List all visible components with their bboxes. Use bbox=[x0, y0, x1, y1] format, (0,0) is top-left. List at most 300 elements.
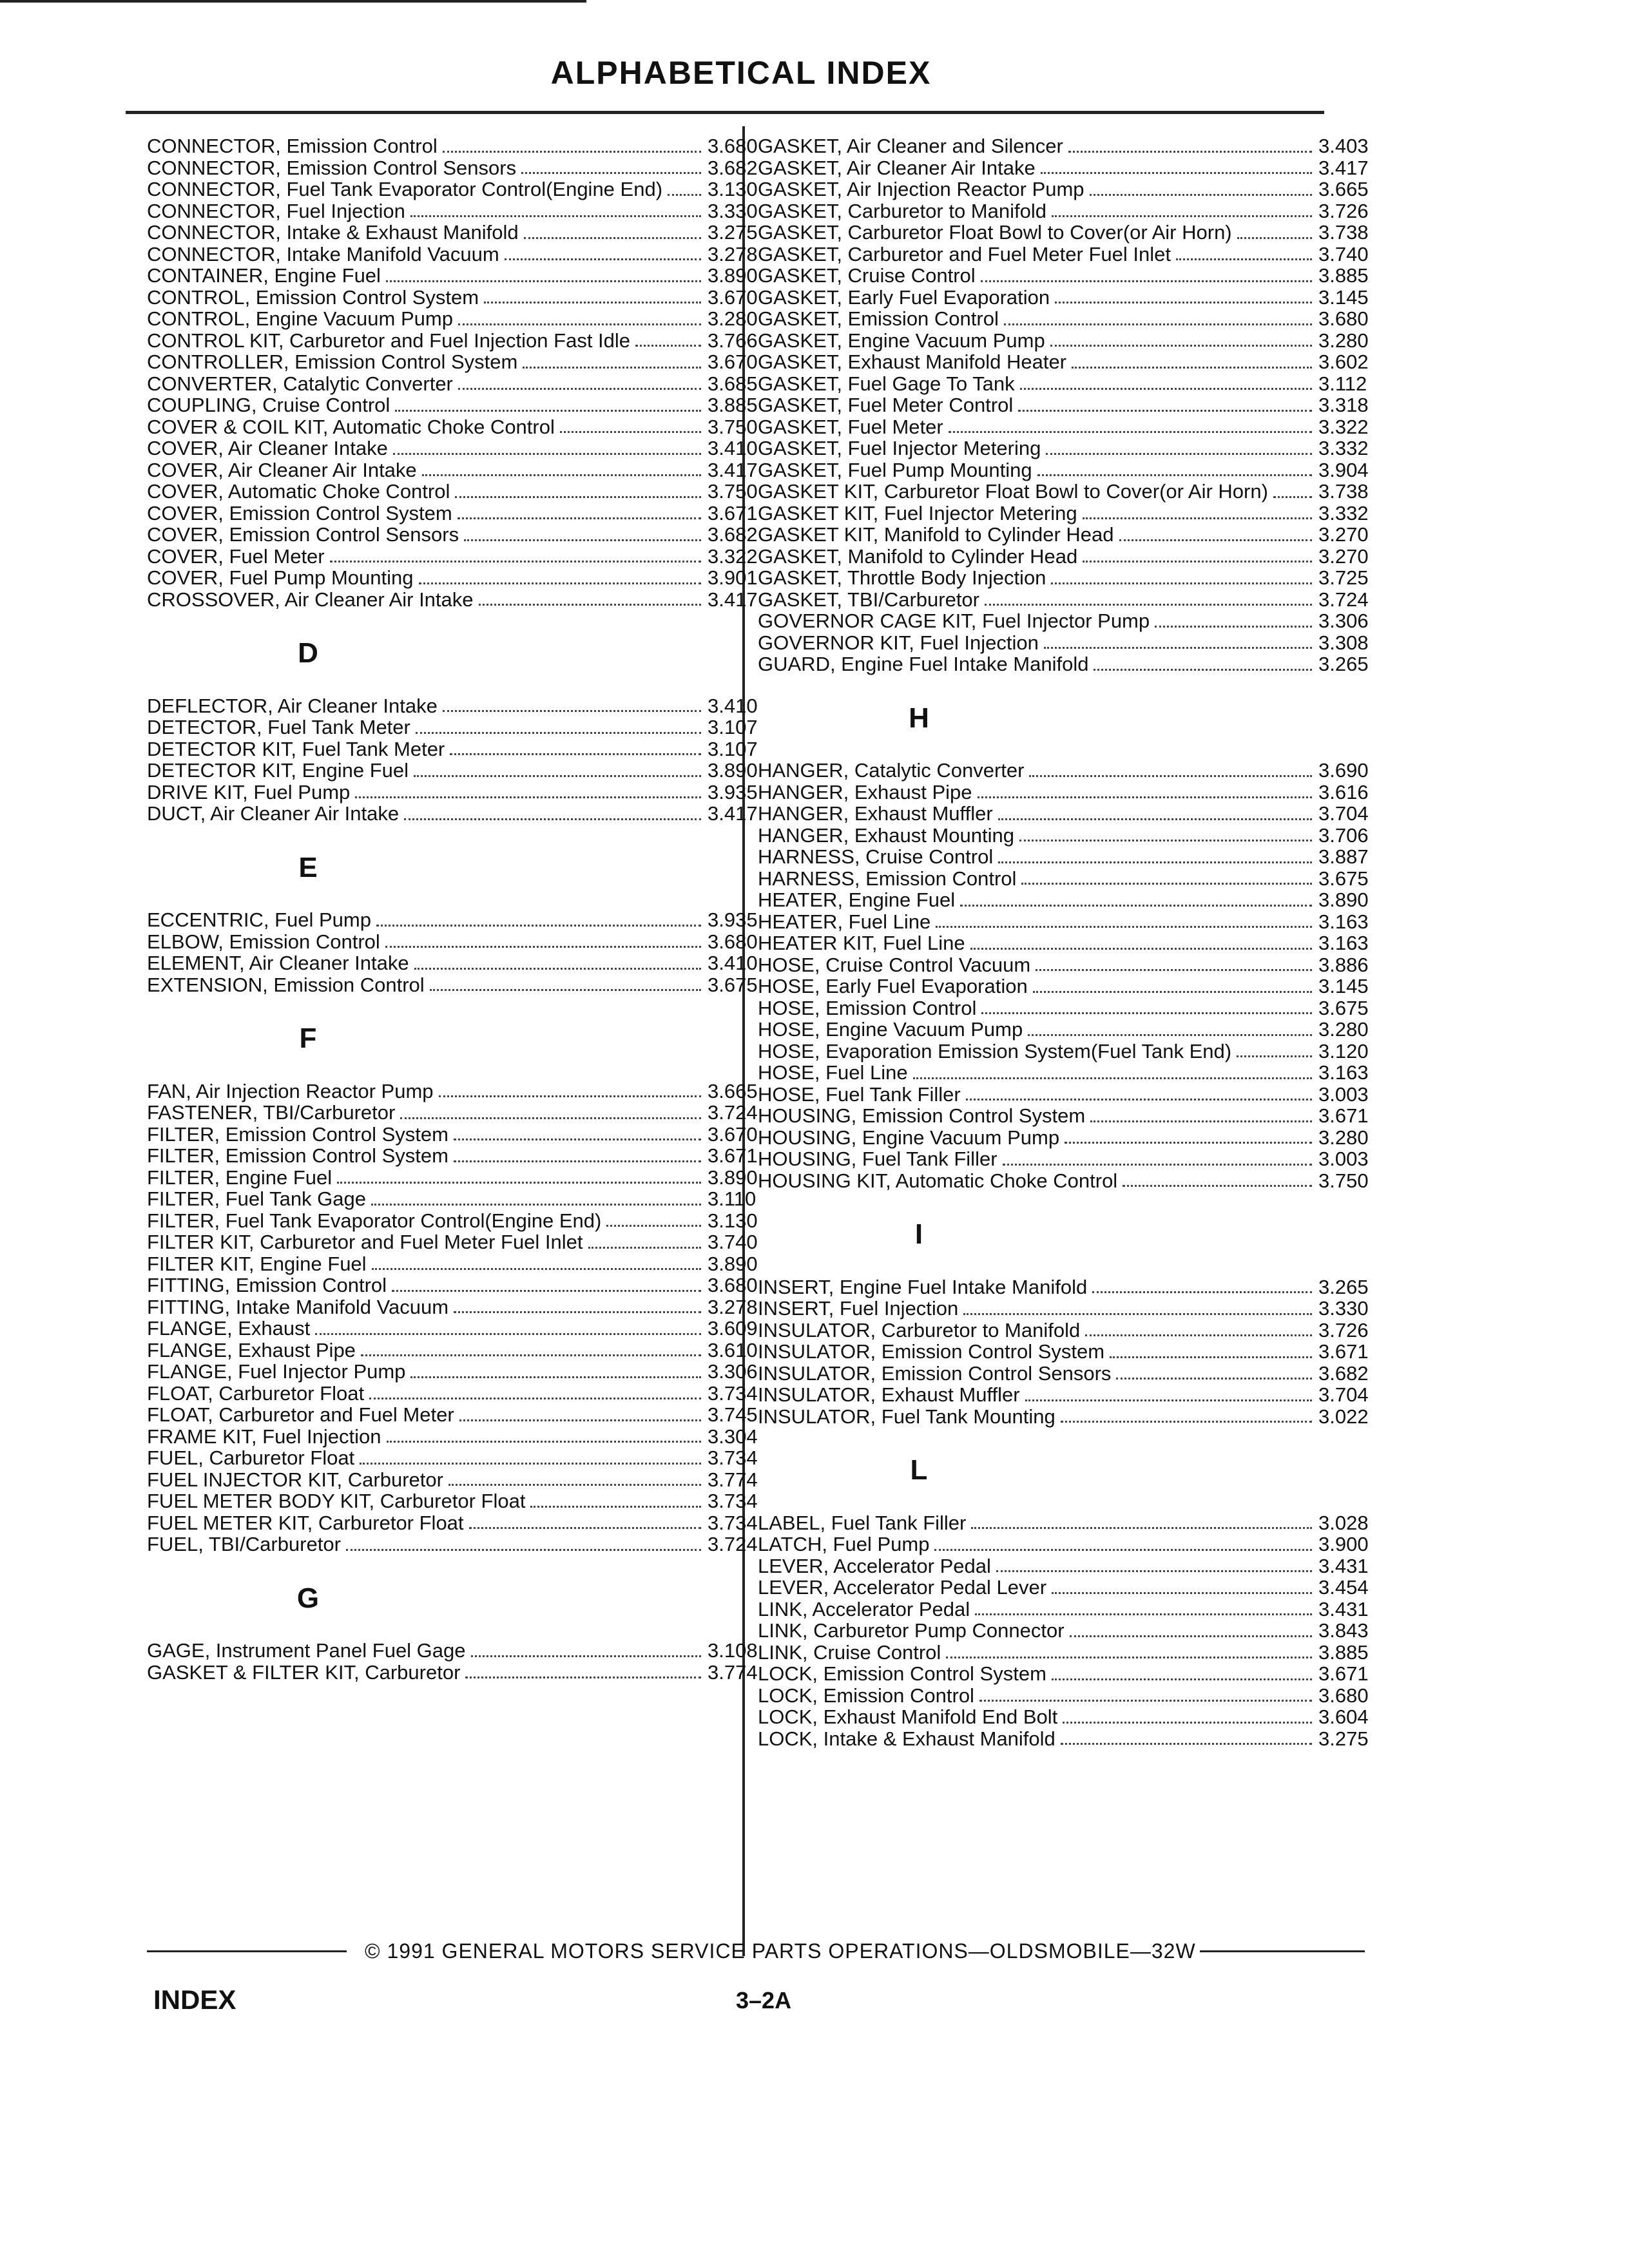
index-entry-text bbox=[147, 1231, 708, 1253]
index-entry-text bbox=[758, 416, 1318, 438]
index-entry-text bbox=[758, 157, 1318, 179]
index-entry bbox=[147, 503, 766, 524]
dot-leader bbox=[1052, 1678, 1312, 1680]
index-entry-text bbox=[758, 1105, 1318, 1127]
dot-leader bbox=[1044, 647, 1312, 649]
index-entry bbox=[758, 782, 1376, 803]
index-entry-text bbox=[147, 308, 708, 330]
index-entry bbox=[758, 1663, 1376, 1685]
index-entry-code: 3.322 bbox=[1318, 415, 1369, 438]
index-entry-code: 3.403 bbox=[1318, 135, 1369, 157]
index-entry-label: HOSE, Fuel Tank Filler bbox=[758, 1082, 961, 1106]
dot-leader bbox=[1110, 1356, 1312, 1358]
index-entry-code: 3.740 bbox=[1318, 242, 1369, 265]
index-entry bbox=[147, 1662, 766, 1684]
index-entry bbox=[758, 889, 1376, 911]
index-entry-text bbox=[758, 760, 1318, 782]
index-entry-text bbox=[147, 351, 708, 373]
index-entry-label: ELBOW, Emission Control bbox=[147, 930, 380, 953]
index-entry-label: HOSE, Evaporation Emission System(Fuel Tank End) bbox=[758, 1039, 1232, 1062]
dot-leader bbox=[949, 431, 1312, 433]
index-entry-code: 3.107 bbox=[708, 716, 758, 738]
index-entry-label: COVER, Fuel Pump Mounting bbox=[147, 566, 414, 589]
index-entry-label: GASKET, Manifold to Cylinder Head bbox=[758, 544, 1078, 568]
index-entry bbox=[147, 1145, 766, 1167]
index-entry-code: 3.706 bbox=[1318, 823, 1369, 847]
index-entry-label: HANGER, Exhaust Muffler bbox=[758, 802, 993, 825]
index-entry bbox=[758, 373, 1376, 395]
index-entry-text bbox=[147, 1318, 708, 1340]
index-entry-label: HOUSING KIT, Automatic Choke Control bbox=[758, 1169, 1118, 1192]
index-entry-code: 3.734 bbox=[708, 1511, 758, 1534]
index-entry-label: HEATER, Fuel Line bbox=[758, 910, 931, 933]
dot-leader bbox=[1052, 1592, 1312, 1594]
dot-leader bbox=[1051, 582, 1312, 584]
index-entry-label: DRIVE KIT, Fuel Pump bbox=[147, 780, 351, 803]
dot-leader bbox=[458, 323, 701, 325]
dot-leader bbox=[1085, 1334, 1312, 1336]
index-entry bbox=[758, 287, 1376, 309]
dot-leader bbox=[469, 1527, 701, 1529]
index-entry-text bbox=[147, 1296, 708, 1318]
index-entry-label: LEVER, Accelerator Pedal Lever bbox=[758, 1576, 1047, 1599]
index-entry-text bbox=[758, 135, 1318, 157]
index-entry bbox=[758, 394, 1376, 416]
section-letter: E bbox=[298, 851, 318, 883]
index-entry-label: LATCH, Fuel Pump bbox=[758, 1533, 930, 1555]
index-entry-label: HANGER, Exhaust Pipe bbox=[758, 780, 972, 803]
index-entry bbox=[758, 1706, 1376, 1728]
index-entry-label: CONTROL, Engine Vacuum Pump bbox=[147, 307, 453, 330]
index-entry-text bbox=[758, 1663, 1318, 1685]
index-entry-label: CONNECTOR, Fuel Tank Evaporator Control(Engine End) bbox=[147, 178, 663, 200]
dot-leader bbox=[978, 796, 1312, 798]
dot-leader bbox=[443, 151, 701, 153]
index-entry-text bbox=[758, 803, 1318, 825]
index-entry-label: GASKET, Carburetor and Fuel Meter Fuel Inlet bbox=[758, 242, 1171, 265]
index-entry-text bbox=[147, 287, 708, 309]
index-entry-label: COVER, Automatic Choke Control bbox=[147, 480, 450, 503]
dot-leader bbox=[981, 280, 1312, 282]
dot-leader bbox=[979, 1700, 1312, 1702]
section-letter: L bbox=[910, 1454, 928, 1486]
index-entry-text bbox=[758, 265, 1318, 287]
footer-rule-left bbox=[147, 1950, 347, 1952]
index-entry bbox=[147, 546, 766, 568]
index-entry-code: 3.726 bbox=[1318, 199, 1369, 222]
dot-leader bbox=[471, 1655, 701, 1657]
index-entry-text bbox=[758, 1127, 1318, 1149]
index-entry bbox=[758, 157, 1376, 179]
index-entry-code: 3.738 bbox=[1318, 480, 1369, 503]
index-entry bbox=[147, 1296, 766, 1318]
dot-leader bbox=[1055, 302, 1312, 303]
index-entry bbox=[758, 244, 1376, 265]
dot-leader bbox=[484, 302, 701, 303]
index-entry-text bbox=[758, 503, 1318, 524]
index-entry-text bbox=[758, 1298, 1318, 1320]
index-entry-label: INSULATOR, Fuel Tank Mounting bbox=[758, 1405, 1055, 1428]
index-entry bbox=[758, 1276, 1376, 1298]
index-entry-code: 3.750 bbox=[1318, 1169, 1369, 1192]
index-entry-code: 3.130 bbox=[708, 178, 758, 200]
left-index-column bbox=[147, 135, 766, 1683]
index-entry-text bbox=[147, 1340, 708, 1361]
index-entry-label: INSERT, Fuel Injection bbox=[758, 1297, 959, 1320]
index-entry-text bbox=[758, 1406, 1318, 1428]
index-entry-text bbox=[147, 1404, 708, 1426]
index-entry-text bbox=[147, 222, 708, 244]
index-entry-code: 3.280 bbox=[1318, 1018, 1369, 1041]
index-entry-label: FITTING, Intake Manifold Vacuum bbox=[147, 1295, 449, 1318]
index-entry-text bbox=[147, 1469, 708, 1491]
index-entry-label: FUEL METER BODY KIT, Carburetor Float bbox=[147, 1490, 526, 1512]
index-entry-code: 3.431 bbox=[1318, 1554, 1369, 1577]
index-entry-label: GASKET, Fuel Gage To Tank bbox=[758, 372, 1015, 395]
footer-page-number: 3–2A bbox=[736, 1987, 792, 2013]
dot-leader bbox=[1090, 194, 1312, 196]
dot-leader bbox=[530, 1506, 701, 1508]
index-entry-label: CONNECTOR, Emission Control Sensors bbox=[147, 156, 517, 179]
dot-leader bbox=[1018, 410, 1312, 412]
dot-leader bbox=[1116, 1378, 1312, 1379]
dot-leader bbox=[430, 989, 701, 991]
index-entry-label: CONNECTOR, Emission Control bbox=[147, 135, 438, 157]
index-entry-label: COVER, Emission Control Sensors bbox=[147, 523, 459, 546]
index-entry-text bbox=[147, 1081, 708, 1102]
index-entry-label: DEFLECTOR, Air Cleaner Intake bbox=[147, 694, 438, 717]
index-entry-text bbox=[147, 760, 708, 782]
index-entry-text bbox=[758, 287, 1318, 309]
index-entry-label: GOVERNOR KIT, Fuel Injection bbox=[758, 631, 1039, 654]
index-entry-text bbox=[758, 1384, 1318, 1406]
index-entry-text bbox=[758, 437, 1318, 459]
index-entry bbox=[147, 200, 766, 222]
dot-leader bbox=[465, 1677, 701, 1678]
index-entry bbox=[758, 222, 1376, 244]
index-entry-text bbox=[758, 546, 1318, 568]
index-entry bbox=[758, 1062, 1376, 1084]
index-entry-label: GASKET, Fuel Meter Control bbox=[758, 394, 1014, 416]
index-entry-code: 3.724 bbox=[1318, 588, 1369, 611]
index-entry bbox=[758, 524, 1376, 546]
index-entry-code: 3.163 bbox=[1318, 1061, 1369, 1084]
index-entry-text bbox=[758, 244, 1318, 265]
index-entry bbox=[147, 589, 766, 611]
index-entry-text bbox=[758, 1533, 1318, 1555]
index-entry-code: 3.890 bbox=[708, 759, 758, 782]
index-entry-code: 3.665 bbox=[708, 1079, 758, 1102]
index-entry-label: DETECTOR KIT, Fuel Tank Meter bbox=[147, 737, 445, 760]
index-entry-label: HARNESS, Emission Control bbox=[758, 867, 1017, 890]
footer-copyright: © 1991 GENERAL MOTORS SERVICE PARTS OPERATIONS—OLDSMOBILE—32W bbox=[365, 1939, 1196, 1963]
index-entry bbox=[147, 760, 766, 782]
index-entry bbox=[147, 1081, 766, 1102]
dot-leader bbox=[1052, 215, 1312, 217]
dot-leader bbox=[606, 1225, 701, 1227]
index-entry-code: 3.108 bbox=[708, 1639, 758, 1662]
dot-leader bbox=[1083, 561, 1312, 562]
dot-leader bbox=[419, 582, 701, 584]
index-entry-label: COVER & COIL KIT, Automatic Choke Control bbox=[147, 415, 555, 438]
index-entry-text bbox=[147, 157, 708, 179]
dot-leader bbox=[970, 948, 1312, 950]
index-entry-text bbox=[758, 1341, 1318, 1363]
index-entry-text bbox=[147, 481, 708, 503]
dot-leader bbox=[360, 1463, 701, 1465]
index-entry-text bbox=[147, 1512, 708, 1534]
index-entry bbox=[147, 437, 766, 459]
dot-leader bbox=[975, 1613, 1312, 1615]
dot-leader bbox=[454, 1160, 701, 1162]
index-entry-code: 3.163 bbox=[1318, 910, 1369, 933]
dot-leader bbox=[934, 1549, 1312, 1551]
index-entry-label: FILTER, Emission Control System bbox=[147, 1122, 448, 1146]
dot-leader bbox=[346, 1549, 701, 1551]
index-entry bbox=[758, 997, 1376, 1019]
index-entry-text bbox=[758, 1320, 1318, 1341]
index-entry-code: 3.609 bbox=[708, 1317, 758, 1340]
index-entry-label: HOSE, Fuel Line bbox=[758, 1061, 908, 1084]
index-entry-code: 3.670 bbox=[708, 1122, 758, 1146]
dot-leader bbox=[395, 410, 701, 412]
index-entry-text bbox=[147, 1102, 708, 1124]
dot-leader bbox=[1029, 775, 1312, 777]
index-entry bbox=[147, 1274, 766, 1296]
index-entry bbox=[758, 1320, 1376, 1341]
index-entry-label: GASKET, Early Fuel Evaporation bbox=[758, 285, 1050, 309]
index-entry-text bbox=[147, 1210, 708, 1232]
index-entry-text bbox=[147, 952, 708, 974]
index-entry-label: LOCK, Exhaust Manifold End Bolt bbox=[758, 1706, 1058, 1728]
index-entry-label: CONVERTER, Catalytic Converter bbox=[147, 372, 453, 395]
index-entry-code: 3.602 bbox=[1318, 351, 1369, 373]
index-entry-code: 3.665 bbox=[1318, 178, 1369, 200]
index-entry-label: GASKET, Throttle Body Injection bbox=[758, 566, 1046, 589]
index-entry-label: ECCENTRIC, Fuel Pump bbox=[147, 908, 371, 931]
dot-leader bbox=[523, 367, 701, 369]
dot-leader bbox=[1061, 1743, 1312, 1745]
dot-leader bbox=[330, 561, 701, 562]
index-entry-text bbox=[147, 782, 708, 803]
index-entry-text bbox=[147, 200, 708, 222]
index-entry-text bbox=[758, 1706, 1318, 1728]
index-entry-text bbox=[758, 1728, 1318, 1750]
index-entry bbox=[758, 308, 1376, 330]
dot-leader bbox=[361, 1354, 701, 1356]
dot-leader bbox=[392, 1290, 701, 1292]
index-entry-code: 3.734 bbox=[708, 1446, 758, 1469]
index-entry bbox=[758, 1577, 1376, 1599]
index-entry-label: GAGE, Instrument Panel Fuel Gage bbox=[147, 1639, 466, 1662]
index-entry-label: FLANGE, Exhaust bbox=[147, 1317, 311, 1340]
index-entry-code: 3.110 bbox=[708, 1187, 757, 1210]
section-letter: F bbox=[299, 1023, 317, 1054]
index-entry-label: FILTER KIT, Carburetor and Fuel Meter Fuel Inlet bbox=[147, 1231, 583, 1253]
index-entry bbox=[147, 1167, 766, 1189]
index-entry-code: 3.671 bbox=[708, 1144, 758, 1167]
dot-leader bbox=[668, 194, 701, 196]
index-entry bbox=[758, 351, 1376, 373]
dot-leader bbox=[1092, 1291, 1312, 1293]
index-entry bbox=[758, 975, 1376, 997]
index-entry bbox=[147, 782, 766, 803]
dot-leader bbox=[414, 775, 701, 777]
index-entry-label: GASKET, TBI/Carburetor bbox=[758, 588, 979, 611]
index-entry-text bbox=[147, 394, 708, 416]
index-entry-code: 3.163 bbox=[1318, 932, 1369, 954]
dot-leader bbox=[635, 345, 701, 347]
index-entry-label: FITTING, Emission Control bbox=[147, 1274, 387, 1296]
index-entry bbox=[758, 1170, 1376, 1192]
index-entry-label: DETECTOR, Fuel Tank Meter bbox=[147, 716, 410, 738]
index-entry bbox=[758, 200, 1376, 222]
index-entry bbox=[758, 954, 1376, 976]
index-entry-text bbox=[147, 1447, 708, 1469]
index-entry bbox=[147, 974, 766, 996]
dot-leader bbox=[315, 1333, 701, 1335]
index-entry-label: GASKET, Fuel Meter bbox=[758, 415, 943, 438]
index-entry-text bbox=[147, 1640, 708, 1662]
footer-rule-right bbox=[1200, 1950, 1365, 1952]
index-entry-code: 3.417 bbox=[708, 458, 758, 481]
index-entry-code: 3.843 bbox=[1318, 1619, 1369, 1642]
index-entry-code: 3.410 bbox=[708, 694, 758, 717]
index-entry bbox=[758, 1084, 1376, 1106]
dot-leader bbox=[1176, 258, 1312, 260]
dot-leader bbox=[1273, 496, 1312, 498]
index-entry-label: INSULATOR, Emission Control Sensors bbox=[758, 1361, 1112, 1385]
index-entry-text bbox=[758, 1148, 1318, 1170]
dot-leader bbox=[996, 1570, 1312, 1572]
index-entry-code: 3.145 bbox=[1318, 975, 1369, 997]
index-entry-code: 3.308 bbox=[1318, 631, 1369, 654]
index-entry-code: 3.935 bbox=[708, 908, 758, 931]
index-entry-text bbox=[758, 567, 1318, 589]
dot-leader bbox=[448, 1484, 701, 1486]
index-entry bbox=[147, 803, 766, 825]
index-entry bbox=[147, 1490, 766, 1512]
dot-leader bbox=[355, 796, 701, 798]
index-entry-code: 3.740 bbox=[708, 1231, 758, 1253]
index-entry-text bbox=[147, 524, 708, 546]
index-entry-code: 3.003 bbox=[1318, 1148, 1369, 1170]
index-entry-text bbox=[758, 1620, 1318, 1642]
index-entry bbox=[758, 1728, 1376, 1750]
index-entry bbox=[147, 1124, 766, 1146]
index-entry-label: GASKET, Fuel Injector Metering bbox=[758, 437, 1041, 459]
index-entry-label: FUEL, TBI/Carburetor bbox=[147, 1533, 341, 1555]
index-entry-label: LINK, Cruise Control bbox=[758, 1640, 941, 1664]
index-entry-code: 3.774 bbox=[708, 1660, 758, 1684]
index-entry-text bbox=[758, 997, 1318, 1019]
index-entry bbox=[147, 351, 766, 373]
index-entry-code: 3.616 bbox=[1318, 780, 1369, 803]
index-entry-code: 3.680 bbox=[708, 135, 758, 157]
dot-leader bbox=[1072, 367, 1312, 369]
index-entry-code: 3.410 bbox=[708, 952, 758, 974]
dot-leader bbox=[913, 1077, 1312, 1079]
index-entry-label: FLOAT, Carburetor Float bbox=[147, 1381, 365, 1405]
index-entry-label: HOSE, Cruise Control Vacuum bbox=[758, 953, 1031, 976]
index-entry-code: 3.610 bbox=[708, 1338, 758, 1361]
index-entry-code: 3.682 bbox=[708, 523, 758, 546]
index-entry-text bbox=[758, 954, 1318, 976]
index-entry-label: GASKET KIT, Manifold to Cylinder Head bbox=[758, 523, 1114, 546]
index-entry bbox=[147, 1102, 766, 1124]
index-entry-code: 3.901 bbox=[708, 566, 758, 589]
index-entry-code: 3.671 bbox=[708, 501, 758, 524]
index-entry-text bbox=[758, 394, 1318, 416]
dot-leader bbox=[385, 946, 701, 948]
index-entry bbox=[147, 135, 766, 157]
index-entry-code: 3.417 bbox=[708, 588, 758, 611]
index-entry-text bbox=[758, 911, 1318, 933]
index-entry bbox=[147, 394, 766, 416]
index-entry-label: INSERT, Engine Fuel Intake Manifold bbox=[758, 1275, 1088, 1298]
index-entry-code: 3.675 bbox=[1318, 996, 1369, 1019]
index-entry-code: 3.726 bbox=[1318, 1318, 1369, 1341]
dot-leader bbox=[464, 539, 701, 541]
dot-leader bbox=[1033, 991, 1312, 993]
index-entry-label: LINK, Carburetor Pump Connector bbox=[758, 1619, 1065, 1642]
index-entry-text bbox=[758, 1599, 1318, 1620]
index-entry bbox=[147, 1512, 766, 1534]
index-entry-label: HOSE, Engine Vacuum Pump bbox=[758, 1018, 1023, 1041]
index-entry-code: 3.278 bbox=[708, 1295, 758, 1318]
dot-leader bbox=[337, 1182, 701, 1184]
dot-leader bbox=[1083, 517, 1312, 519]
index-entry-text bbox=[147, 1383, 708, 1405]
index-entry-code: 3.130 bbox=[708, 1209, 758, 1232]
dot-leader bbox=[376, 925, 701, 927]
index-entry-label: CONTROL KIT, Carburetor and Fuel Injection Fast Idle bbox=[147, 329, 631, 352]
dot-leader bbox=[588, 1247, 701, 1249]
index-entry-label: LOCK, Emission Control System bbox=[758, 1662, 1046, 1685]
index-entry-code: 3.270 bbox=[1318, 523, 1369, 546]
index-entry-label: CONNECTOR, Intake Manifold Vacuum bbox=[147, 242, 499, 265]
index-entry-label: GASKET, Air Cleaner Air Intake bbox=[758, 156, 1036, 179]
dot-leader bbox=[971, 1527, 1312, 1529]
index-entry-code: 3.890 bbox=[1318, 889, 1369, 911]
dot-leader bbox=[410, 215, 701, 217]
index-entry bbox=[758, 932, 1376, 954]
index-entry bbox=[758, 1555, 1376, 1577]
index-entry bbox=[147, 481, 766, 503]
dot-leader bbox=[1020, 388, 1312, 390]
index-entry-code: 3.028 bbox=[1318, 1511, 1369, 1534]
index-entry-label: FILTER, Engine Fuel bbox=[147, 1166, 333, 1189]
index-entry-label: FILTER KIT, Engine Fuel bbox=[147, 1252, 367, 1275]
index-entry-text bbox=[147, 1361, 708, 1383]
dot-leader bbox=[963, 1313, 1312, 1315]
index-entry-text bbox=[758, 825, 1318, 847]
index-entry-code: 3.670 bbox=[708, 351, 758, 373]
index-entry bbox=[147, 1253, 766, 1275]
index-entry bbox=[758, 1127, 1376, 1149]
dot-leader bbox=[404, 818, 701, 820]
index-entry bbox=[758, 416, 1376, 438]
index-entry-code: 3.671 bbox=[1318, 1104, 1369, 1127]
index-entry bbox=[147, 157, 766, 179]
index-entry-text bbox=[758, 889, 1318, 911]
dot-leader bbox=[560, 431, 701, 433]
index-entry-code: 3.725 bbox=[1318, 566, 1369, 589]
index-entry-label: LEVER, Accelerator Pedal bbox=[758, 1554, 991, 1577]
dot-leader bbox=[936, 926, 1312, 928]
dot-leader bbox=[454, 1139, 701, 1140]
index-entry bbox=[758, 265, 1376, 287]
